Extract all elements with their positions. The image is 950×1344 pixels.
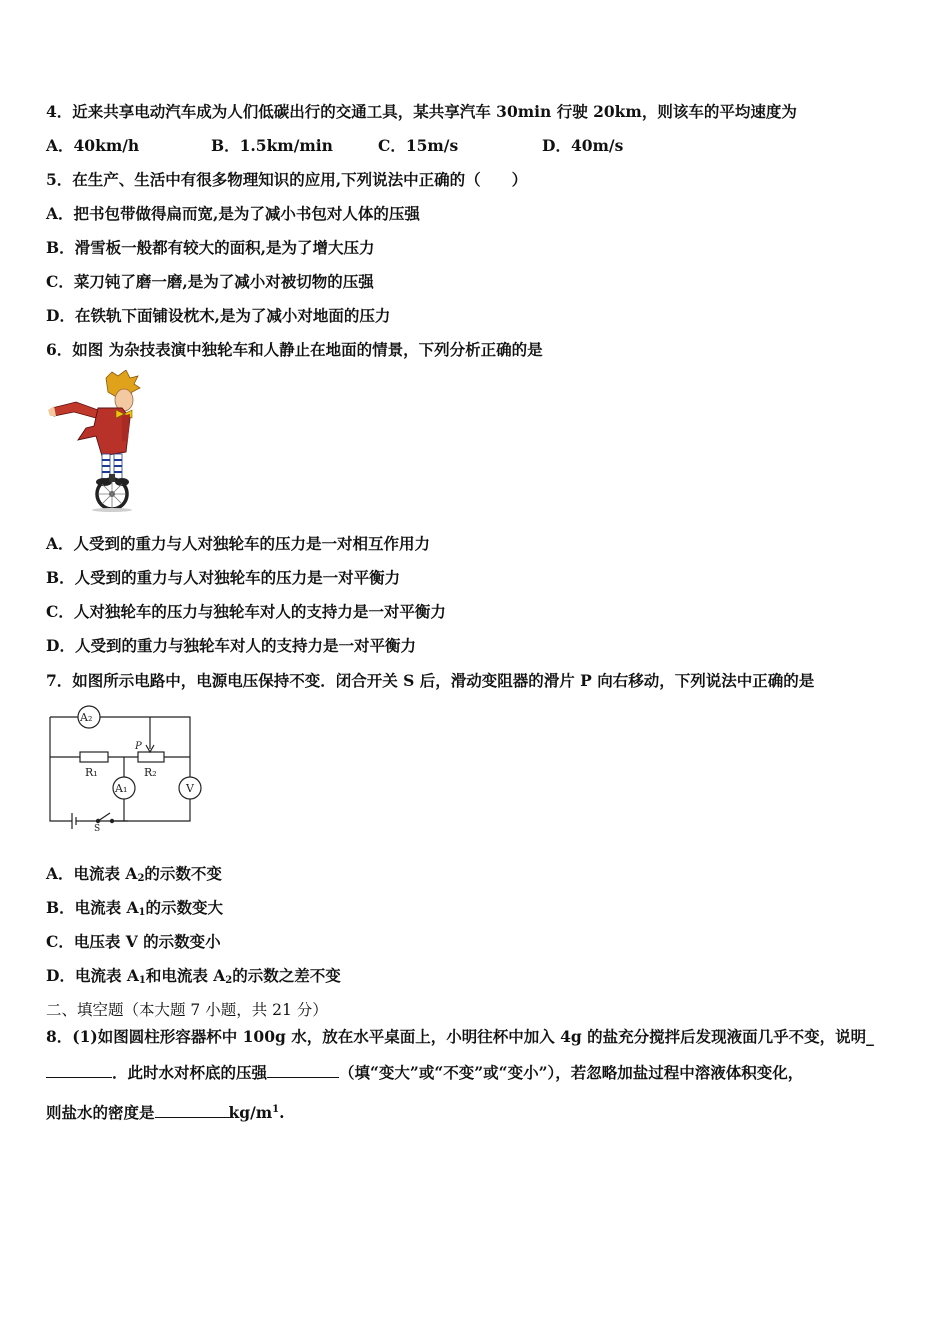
q6-option-c: C．人对独轮车的压力与独轮车对人的支持力是一对平衡力 [46, 602, 446, 621]
q5-stem: 5．在生产、生活中有很多物理知识的应用,下列说法中正确的（ ） [46, 170, 528, 189]
q8-line-2: ．此时水对杯底的压强 （填“变大”或“不变”或“变小”），若忽略加盐过程中溶液体积变化， [46, 1063, 803, 1083]
answer-blank-1[interactable] [46, 1063, 112, 1078]
section-title: 二、填空题（本大题 7 小题，共 21 分） [46, 1001, 328, 1019]
unicycle-figure [48, 370, 148, 512]
q8-line-1: 8．(1)如图圆柱形容器杯中 100g 水，放在水平桌面上，小明往杯中加入 4g 的盐充分搅拌后发现液面几乎不变，说明_ [46, 1027, 874, 1046]
q4-option-b: B．1.5km/min [211, 136, 333, 155]
q6-option-d: D．人受到的重力与独轮车对人的支持力是一对平衡力 [46, 636, 416, 655]
answer-blank-2[interactable] [267, 1063, 339, 1078]
q6-option-a: A．人受到的重力与人对独轮车的压力是一对相互作用力 [46, 534, 431, 553]
answer-blank-3[interactable] [155, 1103, 229, 1118]
circuit-label-r1: R₁ [85, 766, 98, 779]
q4-stem: 4．近来共享电动汽车成为人们低碳出行的交通工具，某共享汽车 30min 行驶 20km，则该车的平均速度为 [46, 102, 797, 121]
q7-option-c: C．电压表 V 的示数变小 [46, 932, 221, 951]
q4-option-d: D．40m/s [542, 136, 624, 155]
q5-option-d: D．在铁轨下面铺设枕木,是为了减小对地面的压力 [46, 306, 391, 325]
q4-option-a: A．40km/h [46, 136, 140, 155]
circuit-label-a1: A₁ [115, 782, 128, 795]
q7-option-d: D．电流表 $A_1$和电流表 $A_2$的示数之差不变 [46, 966, 341, 986]
q8-line-3: 则盐水的密度是 $kg/m^1$. [46, 1103, 285, 1122]
q6-stem: 6．如图 为杂技表演中独轮车和人静止在地面的情景，下列分析正确的是 [46, 340, 543, 359]
q7-option-b: B．电流表 $A_1$的示数变大 [46, 898, 224, 918]
q4-option-c: C．15m/s [378, 136, 459, 155]
circuit-label-s: S [94, 824, 101, 833]
circuit-label-a2: A₂ [80, 711, 93, 724]
q7-stem: 7．如图所示电路中，电源电压保持不变．闭合开关 S 后，滑动变阻器的滑片 P 向右移动，下列说法中正确的是 [46, 671, 815, 690]
circuit-diagram [40, 703, 210, 833]
q5-option-a: A．把书包带做得扁而宽,是为了减小书包对人体的压强 [46, 204, 420, 223]
q7-option-a: A．电流表 $A_2$的示数不变 [46, 864, 222, 884]
circuit-label-p: P [135, 741, 142, 752]
q6-option-b: B．人受到的重力与人对独轮车的压力是一对平衡力 [46, 568, 401, 587]
q5-option-b: B．滑雪板一般都有较大的面积,是为了增大压力 [46, 238, 375, 257]
circuit-label-v: V [186, 782, 194, 795]
q5-option-c: C．菜刀钝了磨一磨,是为了减小对被切物的压强 [46, 272, 374, 291]
circuit-label-r2: R₂ [144, 766, 157, 779]
